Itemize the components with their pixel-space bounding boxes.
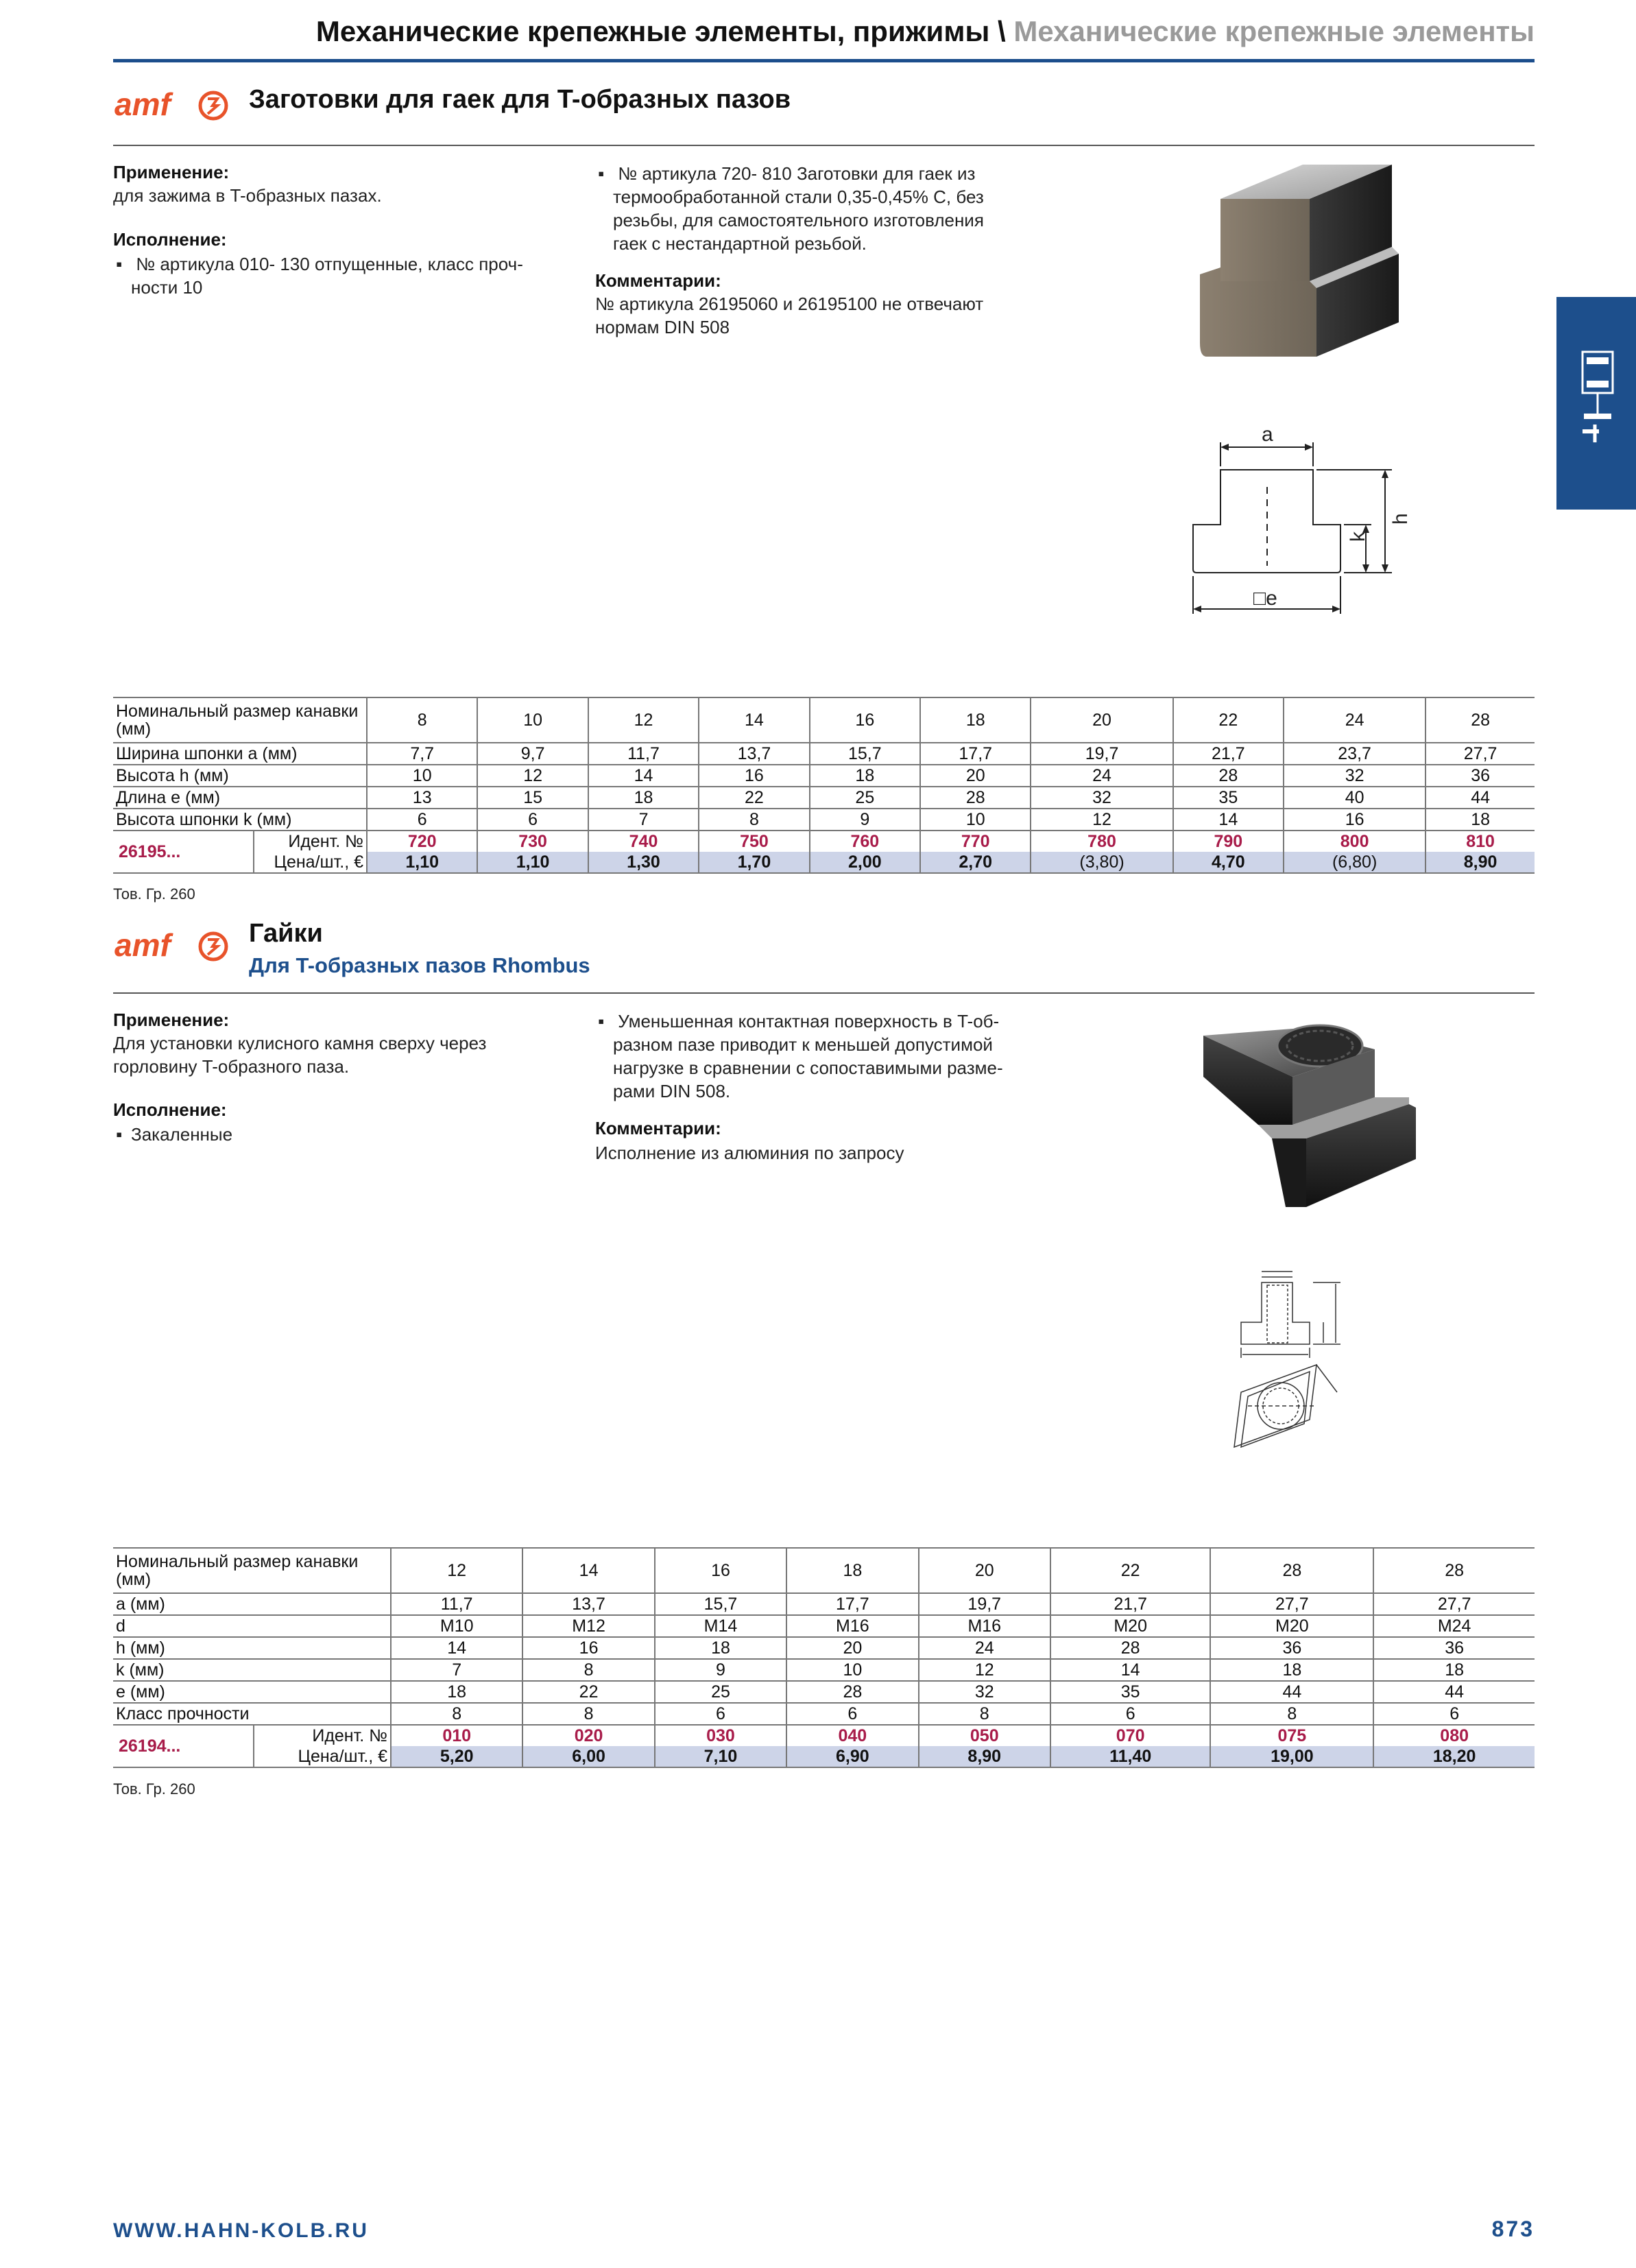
section2-execution-bullet: ▪ Закаленные — [113, 1123, 232, 1146]
ident-cell[interactable]: 780 — [1031, 831, 1172, 852]
size-cell: 18 — [920, 697, 1031, 743]
value-cell: 32 — [1031, 787, 1172, 809]
value-cell: 14 — [391, 1637, 522, 1659]
ident-cell[interactable]: 040 — [786, 1725, 918, 1746]
page-header — [113, 15, 1535, 48]
header-separator: \ — [997, 15, 1006, 47]
value-cell: 7 — [391, 1659, 522, 1681]
section1-title: Заготовки для гаек для T-образных пазов — [249, 85, 791, 114]
section1-comments-l1: № артикула 26195060 и 26195100 не отвечают — [595, 294, 984, 314]
value-cell: 18 — [391, 1681, 522, 1703]
row-label: Высота шпонки k (мм) — [113, 809, 367, 831]
rhombus-nut-photo — [1190, 1022, 1436, 1214]
section1-execution-bullet-l1: № артикула 010- 130 отпущенные, класс проч- — [136, 254, 523, 274]
size-cell: 22 — [1050, 1548, 1210, 1593]
section1-application-label: Применение: — [113, 162, 230, 182]
value-cell: 27,7 — [1210, 1593, 1373, 1615]
nut-blank-photo — [1193, 151, 1426, 370]
size-cell: 12 — [588, 697, 699, 743]
value-cell: 8 — [522, 1659, 654, 1681]
ident-cell[interactable]: 750 — [699, 831, 809, 852]
value-cell: 11,7 — [588, 743, 699, 765]
value-cell: 28 — [1050, 1637, 1210, 1659]
value-cell: 13 — [367, 787, 477, 809]
section2-rule — [113, 992, 1535, 994]
row-label: Длина e (мм) — [113, 787, 367, 809]
value-cell: 12 — [477, 765, 588, 787]
size-cell: 14 — [522, 1548, 654, 1593]
table-row — [113, 1637, 1535, 1659]
price-label: Цена/шт., € — [254, 852, 367, 873]
nominal-size-label: Номинальный размер канавки (мм) — [113, 697, 367, 743]
value-cell: 25 — [810, 787, 920, 809]
row-label: Высота h (мм) — [113, 765, 367, 787]
size-cell: 28 — [1426, 697, 1535, 743]
section1-spec-l3: резьбы, для самостоятельного изготовления — [613, 210, 984, 230]
value-cell: 12 — [1031, 809, 1172, 831]
size-cell: 14 — [699, 697, 809, 743]
section1-spec-l4: гаек с нестандартной резьбой. — [613, 233, 867, 254]
section1-execution-label: Исполнение: — [113, 229, 227, 250]
value-cell: 18 — [655, 1637, 786, 1659]
value-cell: 12 — [919, 1659, 1050, 1681]
amf-logo-mark — [113, 85, 230, 123]
table-header-row — [113, 1548, 1535, 1593]
header-rule — [113, 59, 1535, 62]
value-cell: 6 — [786, 1703, 918, 1725]
value-cell: 6 — [367, 809, 477, 831]
ident-cell[interactable]: 070 — [1050, 1725, 1210, 1746]
value-cell: 32 — [919, 1681, 1050, 1703]
section2-spec-bullet — [595, 1010, 1107, 1103]
price-cell: 5,20 — [391, 1746, 522, 1767]
svg-text:□e: □e — [1253, 587, 1277, 610]
value-cell: 16 — [1284, 809, 1426, 831]
value-cell: 10 — [920, 809, 1031, 831]
section2-subtitle: Для T-образных пазов Rhombus — [249, 953, 590, 977]
value-cell: 10 — [786, 1659, 918, 1681]
value-cell: 44 — [1426, 787, 1535, 809]
value-cell: 18 — [1373, 1659, 1535, 1681]
value-cell: 15 — [477, 787, 588, 809]
value-cell: 6 — [477, 809, 588, 831]
section1-execution-bullet — [113, 252, 584, 299]
price-cell: (6,80) — [1284, 852, 1426, 873]
amf-logo-2 — [113, 926, 230, 968]
section1-product-group: Тов. Гр. 260 — [113, 885, 195, 903]
price-row — [113, 1746, 1535, 1767]
value-cell: M16 — [919, 1615, 1050, 1637]
price-cell: 8,90 — [1426, 852, 1535, 873]
value-cell: 36 — [1426, 765, 1535, 787]
price-cell: 4,70 — [1173, 852, 1284, 873]
header-subtitle: Механические крепежные элементы — [1013, 15, 1535, 47]
value-cell: M16 — [786, 1615, 918, 1637]
size-cell: 8 — [367, 697, 477, 743]
value-cell: 21,7 — [1173, 743, 1284, 765]
ident-row — [113, 831, 1535, 852]
value-cell: 14 — [588, 765, 699, 787]
table-row — [113, 1615, 1535, 1637]
size-cell: 20 — [1031, 697, 1172, 743]
table-row — [113, 787, 1535, 809]
svg-text:a: a — [1262, 423, 1273, 446]
price-cell: 18,20 — [1373, 1746, 1535, 1767]
section1-comments-l2: нормам DIN 508 — [595, 317, 730, 337]
value-cell: 22 — [522, 1681, 654, 1703]
section2-execution-label: Исполнение: — [113, 1099, 227, 1120]
value-cell: 44 — [1373, 1681, 1535, 1703]
amf-logo-mark-2 — [113, 926, 230, 964]
value-cell: 14 — [1173, 809, 1284, 831]
amf-logo — [113, 85, 230, 127]
ident-cell[interactable]: 720 — [367, 831, 477, 852]
section2-application — [113, 1031, 579, 1078]
size-cell: 10 — [477, 697, 588, 743]
price-cell: 2,70 — [920, 852, 1031, 873]
ident-cell[interactable]: 075 — [1210, 1725, 1373, 1746]
footer-url-link[interactable]: WWW.HAHN-KOLB.RU — [113, 2219, 369, 2242]
ident-cell[interactable]: 810 — [1426, 831, 1535, 852]
section2-comments: Исполнение из алюминия по запросу — [595, 1143, 904, 1163]
value-cell: 11,7 — [391, 1593, 522, 1615]
price-cell: 1,10 — [367, 852, 477, 873]
section2-title: Гайки — [249, 919, 323, 948]
ident-cell[interactable]: 730 — [477, 831, 588, 852]
ident-label: Идент. № — [254, 1725, 391, 1746]
size-cell: 12 — [391, 1548, 522, 1593]
value-cell: 35 — [1173, 787, 1284, 809]
section2-spec-l1: Уменьшенная контактная поверхность в T-об- — [618, 1011, 1000, 1031]
value-cell: 22 — [699, 787, 809, 809]
value-cell: M20 — [1210, 1615, 1373, 1637]
value-cell: 35 — [1050, 1681, 1210, 1703]
section2-product-group: Тов. Гр. 260 — [113, 1780, 195, 1798]
value-cell: 15,7 — [810, 743, 920, 765]
value-cell: 21,7 — [1050, 1593, 1210, 1615]
table-row — [113, 1681, 1535, 1703]
ident-cell[interactable]: 770 — [920, 831, 1031, 852]
section1-spec-bullet — [595, 162, 1093, 255]
value-cell: 15,7 — [655, 1593, 786, 1615]
ident-cell[interactable]: 740 — [588, 831, 699, 852]
price-cell: 1,10 — [477, 852, 588, 873]
value-cell: 8 — [919, 1703, 1050, 1725]
price-cell: 2,00 — [810, 852, 920, 873]
size-cell: 20 — [919, 1548, 1050, 1593]
value-cell: 14 — [1050, 1659, 1210, 1681]
table-row — [113, 809, 1535, 831]
rhombus-nut-dimension-drawing — [1227, 1262, 1385, 1481]
page-number: 873 — [1491, 2217, 1535, 2241]
value-cell: 28 — [1173, 765, 1284, 787]
ident-cell[interactable]: 800 — [1284, 831, 1426, 852]
value-cell: 40 — [1284, 787, 1426, 809]
value-cell: 36 — [1373, 1637, 1535, 1659]
ident-cell[interactable]: 080 — [1373, 1725, 1535, 1746]
row-label: h (мм) — [113, 1637, 391, 1659]
section1-execution-bullet-l2: ности 10 — [131, 277, 203, 298]
price-cell: 1,30 — [588, 852, 699, 873]
value-cell: 9 — [655, 1659, 786, 1681]
value-cell: 8 — [1210, 1703, 1373, 1725]
article-prefix: 26195... — [113, 831, 254, 873]
nut-blank-dimension-drawing — [1166, 411, 1454, 638]
header-title: Механические крепежные элементы, прижимы — [315, 15, 990, 47]
value-cell: 32 — [1284, 765, 1426, 787]
value-cell: 28 — [786, 1681, 918, 1703]
value-cell: 6 — [1050, 1703, 1210, 1725]
ident-cell[interactable]: 030 — [655, 1725, 786, 1746]
value-cell: 6 — [655, 1703, 786, 1725]
svg-text:h: h — [1389, 513, 1412, 525]
nominal-size-label: Номинальный размер канавки (мм) — [113, 1548, 391, 1593]
section1-spec-table — [113, 697, 1535, 874]
row-label: Класс прочности — [113, 1703, 391, 1725]
price-cell: 6,90 — [786, 1746, 918, 1767]
value-cell: M20 — [1050, 1615, 1210, 1637]
value-cell: 27,7 — [1373, 1593, 1535, 1615]
value-cell: 9 — [810, 809, 920, 831]
price-cell: 7,10 — [655, 1746, 786, 1767]
row-label: d — [113, 1615, 391, 1637]
size-cell: 18 — [786, 1548, 918, 1593]
value-cell: 28 — [920, 787, 1031, 809]
section2-spec-l3: нагрузке в сравнении с сопоставимыми разме- — [613, 1058, 1003, 1078]
size-cell: 28 — [1373, 1548, 1535, 1593]
value-cell: 20 — [786, 1637, 918, 1659]
value-cell: 25 — [655, 1681, 786, 1703]
price-cell: 1,70 — [699, 852, 809, 873]
ident-cell[interactable]: 760 — [810, 831, 920, 852]
value-cell: 13,7 — [522, 1593, 654, 1615]
table-header-row — [113, 697, 1535, 743]
ident-cell[interactable]: 010 — [391, 1725, 522, 1746]
price-row — [113, 852, 1535, 873]
value-cell: M10 — [391, 1615, 522, 1637]
size-cell: 24 — [1284, 697, 1426, 743]
section2-application-label: Применение: — [113, 1010, 230, 1030]
price-cell: (3,80) — [1031, 852, 1172, 873]
row-label: a (мм) — [113, 1593, 391, 1615]
value-cell: 18 — [1210, 1659, 1373, 1681]
value-cell: 9,7 — [477, 743, 588, 765]
value-cell: 20 — [920, 765, 1031, 787]
section1-spec-l1: № артикула 720- 810 Заготовки для гаек из — [618, 163, 976, 184]
svg-text:amf: amf — [115, 927, 171, 963]
section1-application-text: для зажима в T-образных пазах. — [113, 185, 382, 206]
table-row — [113, 765, 1535, 787]
section2-application-l2: горловину T-образного паза. — [113, 1056, 350, 1077]
size-cell: 16 — [655, 1548, 786, 1593]
section1-spec-l2: термообработанной стали 0,35-0,45% С, без — [613, 187, 984, 207]
section2-application-l1: Для установки кулисного камня сверху через — [113, 1033, 487, 1053]
value-cell: 10 — [367, 765, 477, 787]
value-cell: 8 — [522, 1703, 654, 1725]
value-cell: 23,7 — [1284, 743, 1426, 765]
article-prefix: 26194... — [113, 1725, 254, 1767]
value-cell: 17,7 — [920, 743, 1031, 765]
value-cell: 19,7 — [1031, 743, 1172, 765]
clamp-icon — [1556, 297, 1636, 510]
table-row — [113, 1593, 1535, 1615]
value-cell: 36 — [1210, 1637, 1373, 1659]
price-cell: 11,40 — [1050, 1746, 1210, 1767]
value-cell: 7 — [588, 809, 699, 831]
svg-text:amf: amf — [115, 86, 171, 122]
size-cell: 28 — [1210, 1548, 1373, 1593]
section2-spec-table — [113, 1547, 1535, 1768]
price-label: Цена/шт., € — [254, 1746, 391, 1767]
section2-spec-l2: разном пазе приводит к меньшей допустимой — [613, 1034, 993, 1055]
row-label: e (мм) — [113, 1681, 391, 1703]
value-cell: 16 — [699, 765, 809, 787]
price-cell: 8,90 — [919, 1746, 1050, 1767]
row-label: Ширина шпонки a (мм) — [113, 743, 367, 765]
value-cell: 18 — [1426, 809, 1535, 831]
ident-cell[interactable]: 790 — [1173, 831, 1284, 852]
table-row — [113, 743, 1535, 765]
section2-comments-label: Комментарии: — [595, 1118, 721, 1138]
table-row — [113, 1703, 1535, 1725]
ident-cell[interactable]: 050 — [919, 1725, 1050, 1746]
value-cell: M12 — [522, 1615, 654, 1637]
section2-spec-l4: рами DIN 508. — [613, 1081, 731, 1101]
value-cell: 18 — [588, 787, 699, 809]
ident-label: Идент. № — [254, 831, 367, 852]
section1-rule — [113, 145, 1535, 146]
ident-row — [113, 1725, 1535, 1746]
value-cell: 8 — [699, 809, 809, 831]
value-cell: 13,7 — [699, 743, 809, 765]
size-cell: 16 — [810, 697, 920, 743]
size-cell: 22 — [1173, 697, 1284, 743]
value-cell: 6 — [1373, 1703, 1535, 1725]
category-side-tab[interactable] — [1556, 297, 1636, 510]
value-cell: 24 — [1031, 765, 1172, 787]
ident-cell[interactable]: 020 — [522, 1725, 654, 1746]
value-cell: 8 — [391, 1703, 522, 1725]
value-cell: 7,7 — [367, 743, 477, 765]
value-cell: 24 — [919, 1637, 1050, 1659]
value-cell: M14 — [655, 1615, 786, 1637]
svg-text:k: k — [1347, 532, 1369, 542]
value-cell: M24 — [1373, 1615, 1535, 1637]
value-cell: 44 — [1210, 1681, 1373, 1703]
section1-comments-label: Комментарии: — [595, 270, 721, 291]
value-cell: 18 — [810, 765, 920, 787]
price-cell: 19,00 — [1210, 1746, 1373, 1767]
value-cell: 19,7 — [919, 1593, 1050, 1615]
value-cell: 17,7 — [786, 1593, 918, 1615]
price-cell: 6,00 — [522, 1746, 654, 1767]
value-cell: 27,7 — [1426, 743, 1535, 765]
value-cell: 16 — [522, 1637, 654, 1659]
table-row — [113, 1659, 1535, 1681]
section1-comments — [595, 292, 1075, 339]
row-label: k (мм) — [113, 1659, 391, 1681]
